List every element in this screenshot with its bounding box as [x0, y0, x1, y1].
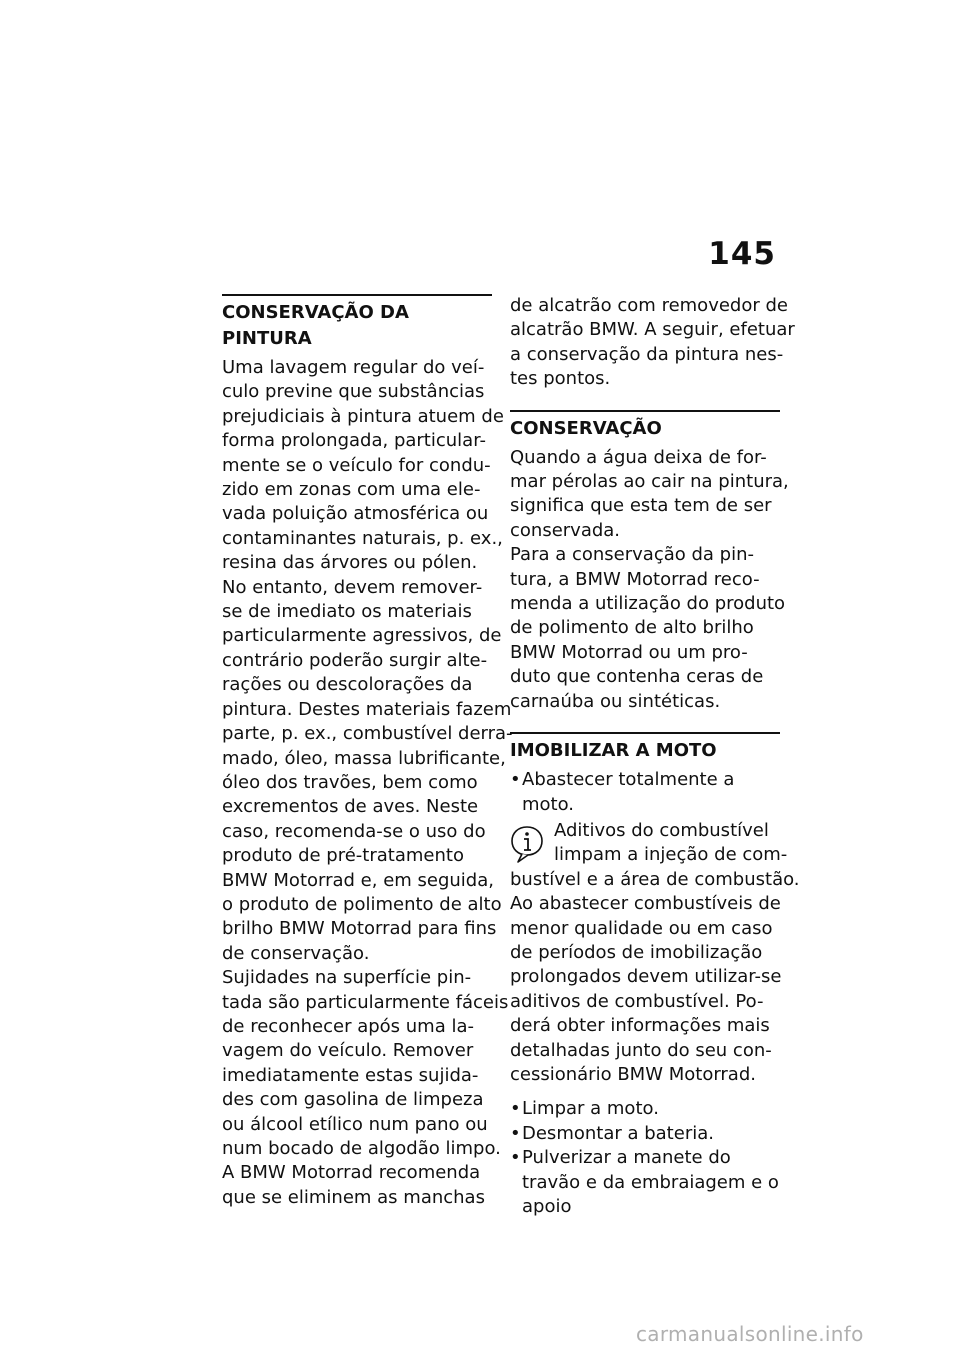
text-line: menda a utilização do produto	[510, 593, 786, 615]
text-line: pintura. Destes materiais fazem	[222, 698, 512, 720]
text-line: brilho BMW Motorrad para fins	[222, 918, 497, 940]
section-heading-paint-care: CONSERVAÇÃO DA PINTURA	[222, 294, 492, 352]
text-line: o produto de polimento de alto	[222, 893, 502, 915]
text-line: derá obter informações mais	[510, 1015, 770, 1037]
watermark: carmanualsonline.info	[636, 1322, 864, 1346]
text-line: resina das árvores ou pólen.	[222, 552, 478, 574]
info-icon	[510, 825, 544, 863]
text-line: prolongados devem utilizar-se	[510, 966, 782, 988]
paint-care-text	[222, 356, 513, 1210]
text-line: duto que contenha ceras de	[510, 666, 764, 688]
text-line: carnaúba ou sintéticas.	[510, 690, 721, 712]
text-line: No entanto, devem remover-	[222, 576, 483, 598]
text-line: Sujidades na superfície pin-	[222, 967, 472, 989]
text-line: produto de pré-tratamento	[222, 845, 464, 867]
text-line: BMW Motorrad e, em seguida,	[222, 869, 494, 891]
text-line: a conservação da pintura nes-	[510, 343, 784, 365]
text-line: imediatamente estas sujida-	[222, 1064, 479, 1086]
text-line: contaminantes naturais, p. ex.,	[222, 527, 503, 549]
info-note-text	[510, 868, 800, 1088]
text-line: detalhadas junto do seu con-	[510, 1039, 772, 1061]
immobilize-steps	[510, 1097, 780, 1219]
left-column	[222, 294, 513, 1210]
text-line: Uma lavagem regular do veí-	[222, 357, 485, 378]
text-line: cessionário BMW Motorrad.	[510, 1063, 756, 1085]
text-line: aditivos de combustível. Po-	[510, 990, 764, 1012]
text-line: de reconhecer após uma la-	[222, 1015, 474, 1037]
text-line: de períodos de imobilização	[510, 941, 763, 963]
text-line: mente se o veículo for condu-	[222, 454, 491, 476]
page-number: 145	[708, 236, 776, 272]
text-line: rações ou descolorações da	[222, 674, 473, 696]
list-item: • Limpar a moto.	[510, 1097, 780, 1121]
text-line: particularmente agressivos, de	[222, 625, 502, 647]
text-line: alcatrão BMW. A seguir, efetuar	[510, 319, 795, 341]
section-heading-conservation: CONSERVAÇÃO	[510, 410, 780, 442]
text-line: se de imediato os materiais	[222, 601, 472, 623]
text-line: culo previne que substâncias	[222, 381, 485, 403]
list-item: • Pulverizar a manete do travão e da embraiagem e o apoio	[510, 1146, 780, 1219]
text-line: tura, a BMW Motorrad reco-	[510, 568, 760, 590]
text-line: tada são particularmente fáceis	[222, 991, 509, 1013]
list-item: • Abastecer totalmente a moto.	[510, 768, 780, 817]
right-column	[510, 294, 800, 1219]
text-line: mar pérolas ao cair na pintura,	[510, 471, 789, 493]
list-item: • Desmontar a bateria.	[510, 1122, 780, 1146]
text-line: menor qualidade ou em caso	[510, 917, 773, 939]
text-line: de alcatrão com removedor de	[510, 295, 788, 316]
text-line: Quando a água deixa de for-	[510, 446, 767, 468]
text-line: parte, p. ex., combustível derra-	[222, 723, 513, 745]
text-line: Ao abastecer combustíveis de	[510, 893, 781, 915]
text-line: que se eliminem as manchas	[222, 1186, 485, 1208]
text-line: de conservação.	[222, 942, 370, 964]
conservation-text	[510, 446, 789, 714]
text-line: A BMW Motorrad recomenda	[222, 1162, 481, 1184]
text-line: bustível e a área de combustão.	[510, 868, 800, 890]
paint-care-continuation-text	[510, 294, 795, 392]
info-note-line: limpam a injeção de com-	[554, 844, 788, 866]
text-line: prejudiciais à pintura atuem de	[222, 405, 504, 427]
text-line: des com gasolina de limpeza	[222, 1089, 484, 1111]
text-line: ou álcool etílico num pano ou	[222, 1113, 488, 1135]
text-line: óleo dos travões, bem como	[222, 771, 478, 793]
section-heading-immobilize: IMOBILIZAR A MOTO	[510, 732, 780, 764]
text-line: contrário poderão surgir alte-	[222, 649, 488, 671]
text-line: num bocado de algodão limpo.	[222, 1138, 501, 1159]
text-line: tes pontos.	[510, 368, 611, 390]
text-line: vagem do veículo. Remover	[222, 1040, 474, 1062]
text-line: zido em zonas com uma ele-	[222, 479, 481, 501]
info-note-line: Aditivos do combustível	[554, 819, 769, 841]
immobilize-steps-first	[510, 768, 780, 817]
text-line: Para a conservação da pin-	[510, 544, 755, 566]
text-line: significa que esta tem de ser	[510, 495, 772, 517]
text-line: forma prolongada, particular-	[222, 430, 486, 452]
text-line: BMW Motorrad ou um pro-	[510, 641, 748, 663]
text-line: vada poluição atmosférica ou	[222, 503, 489, 525]
text-line: de polimento de alto brilho	[510, 617, 754, 639]
text-line: caso, recomenda-se o uso do	[222, 820, 486, 842]
text-line: conservada.	[510, 519, 621, 541]
info-note	[510, 819, 800, 1087]
text-line: mado, óleo, massa lubrificante,	[222, 747, 506, 769]
text-line: excrementos de aves. Neste	[222, 796, 479, 818]
